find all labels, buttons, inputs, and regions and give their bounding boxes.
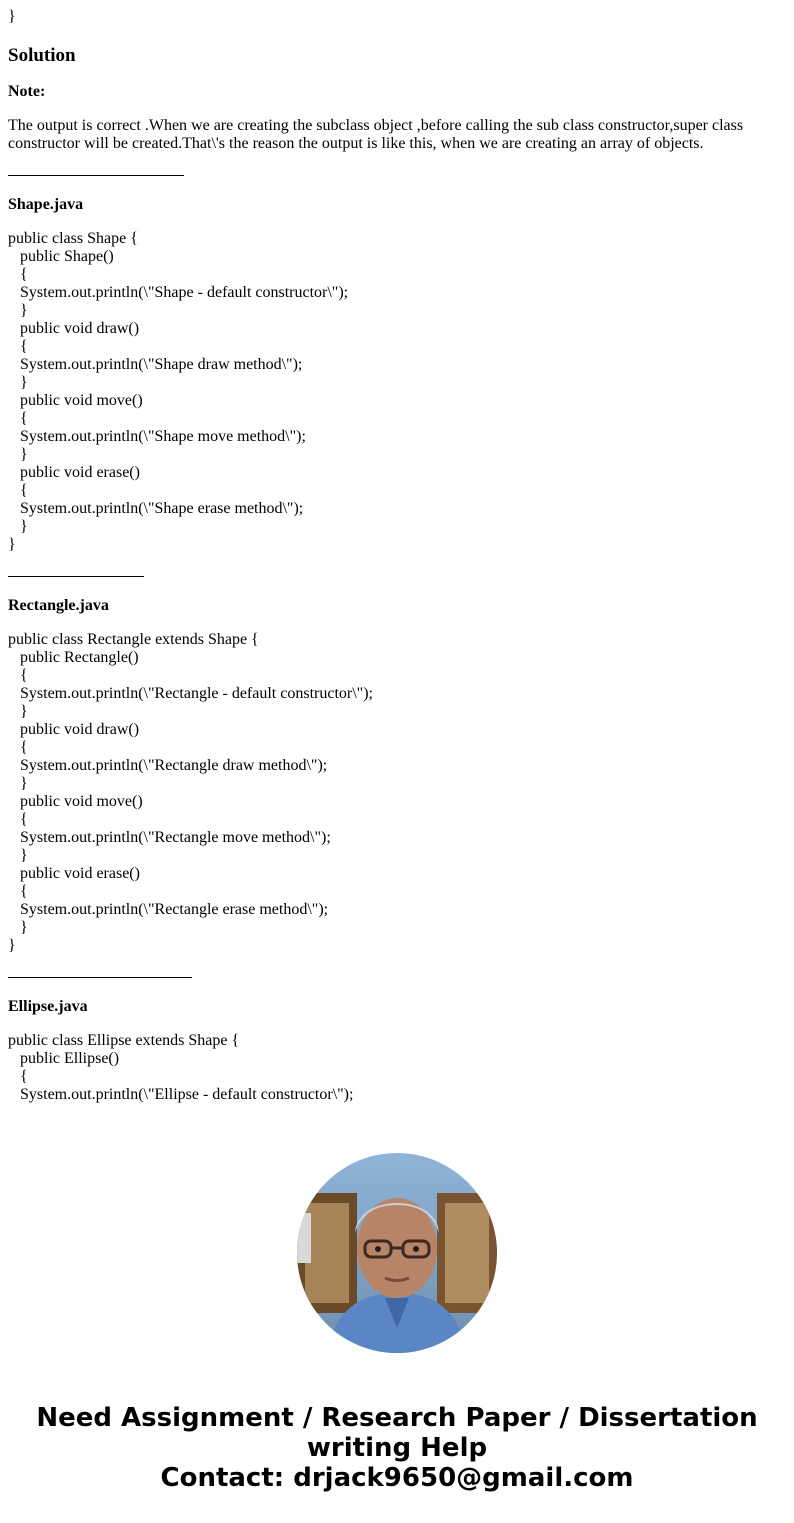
code-line: } (8, 536, 16, 553)
code-line: { (20, 883, 28, 900)
code-line: } (20, 374, 28, 391)
person-photo-icon (297, 1153, 497, 1353)
code-block-rectangle (8, 631, 786, 955)
code-line: System.out.println(\"Rectangle move method\"); (20, 829, 331, 846)
code-line: public void erase() (20, 865, 140, 882)
code-line: { (20, 667, 28, 684)
note-label: Note: (8, 83, 46, 100)
code-block-ellipse (8, 1032, 786, 1104)
code-line: } (20, 518, 28, 535)
promo-text (0, 1403, 794, 1493)
code-block-shape (8, 230, 786, 554)
promo-banner (0, 1123, 794, 1523)
code-line: } (20, 446, 28, 463)
code-line: System.out.println(\"Shape - default constructor\"); (20, 284, 349, 301)
code-line: { (20, 1068, 28, 1085)
file-title-rectangle: Rectangle.java (8, 597, 109, 614)
closing-brace: } (8, 8, 16, 25)
document-content (8, 0, 786, 1123)
code-line: } (20, 302, 28, 319)
code-line: public void move() (20, 392, 143, 409)
code-line: } (20, 775, 28, 792)
file-title-ellipse: Ellipse.java (8, 998, 88, 1015)
code-line: public Shape() (20, 248, 114, 265)
code-line: System.out.println(\"Ellipse - default constructor\"); (20, 1086, 354, 1103)
code-line: System.out.println(\"Shape move method\"); (20, 428, 306, 445)
code-line: System.out.println(\"Shape draw method\"); (20, 356, 303, 373)
code-line: public void draw() (20, 721, 140, 738)
code-line: System.out.println(\"Shape erase method\"); (20, 500, 304, 517)
code-line: } (8, 937, 16, 954)
code-line: public void draw() (20, 320, 140, 337)
code-line: } (20, 703, 28, 720)
code-line: { (20, 338, 28, 355)
code-line: public void move() (20, 793, 143, 810)
file-title-shape: Shape.java (8, 196, 84, 213)
divider-rule (8, 175, 184, 176)
code-line: { (20, 482, 28, 499)
divider-rule (8, 576, 144, 577)
code-line: public class Shape { (8, 230, 138, 247)
code-line: public class Ellipse extends Shape { (8, 1032, 240, 1049)
code-line: System.out.println(\"Rectangle - default constructor\"); (20, 685, 373, 702)
code-line: } (20, 847, 28, 864)
solution-heading: Solution (8, 45, 76, 66)
code-line: { (20, 811, 28, 828)
divider-rule (8, 977, 192, 978)
code-line: public class Rectangle extends Shape { (8, 631, 259, 648)
code-line: public void erase() (20, 464, 140, 481)
code-line: { (20, 739, 28, 756)
promo-contact[interactable]: Contact: drjack9650@gmail.com (160, 1463, 634, 1493)
code-line: System.out.println(\"Rectangle erase method\"); (20, 901, 329, 918)
code-line: public Rectangle() (20, 649, 139, 666)
code-line: System.out.println(\"Rectangle draw method\"); (20, 757, 328, 774)
note-paragraph: The output is correct .When we are creating the subclass object ,before calling the sub class constructor,super class constructor will be created.That\'s the reason the output is like this, when we are creating an array of objects. (8, 117, 744, 152)
code-line: public Ellipse() (20, 1050, 120, 1067)
code-line: { (20, 266, 28, 283)
code-line: } (20, 919, 28, 936)
code-line: { (20, 410, 28, 427)
promo-line-1: Need Assignment / Research Paper / Dissertation (36, 1403, 758, 1433)
promo-line-2: writing Help (306, 1433, 488, 1463)
